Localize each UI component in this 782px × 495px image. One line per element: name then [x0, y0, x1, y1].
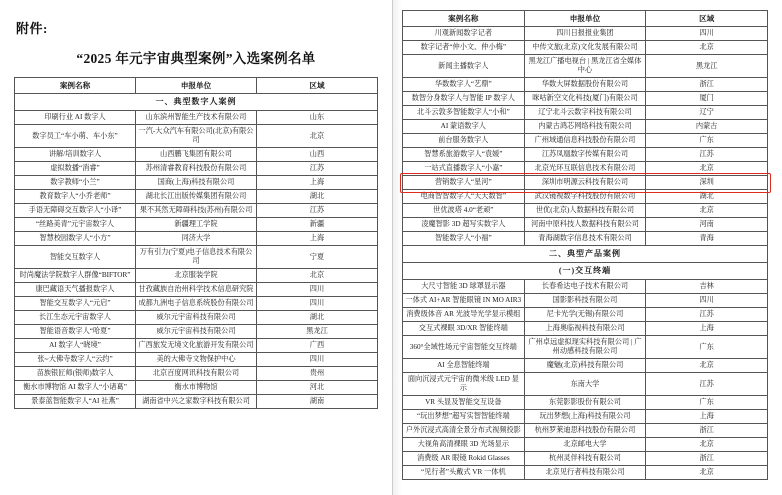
- cell-case-name: 虚拟数播“消睿”: [15, 162, 136, 176]
- cell-unit: 杭州罗莱迪思科技股份有限公司: [524, 424, 646, 438]
- table-row: [15, 246, 378, 269]
- cell-region: 北京: [646, 162, 768, 176]
- cell-region: 厦门: [646, 92, 768, 106]
- cell-unit: 广西旅发无境文化旅游开发有限公司: [136, 339, 257, 353]
- cell-case-name: “见行者”头戴式 VR 一体机: [403, 466, 525, 480]
- cell-case-name: 数字员工“车小萌、车小东”: [15, 125, 136, 148]
- table-row: [15, 176, 378, 190]
- cell-unit: 威尔元宇宙科技有限公司: [136, 325, 257, 339]
- cell-case-name: 川观新闻数字记者: [403, 27, 525, 41]
- cell-unit: 国影影科技有限公司: [524, 294, 646, 308]
- cell-region: 北京: [257, 269, 378, 283]
- cell-case-name: 讲解/培训数字人: [15, 148, 136, 162]
- table-row: [15, 232, 378, 246]
- cell-unit: 辽宁北斗云数字科技有限公司: [524, 106, 646, 120]
- cell-region: 四川: [646, 294, 768, 308]
- cell-region: 内蒙古: [646, 120, 768, 134]
- cell-case-name: 交互式裸眼 3D/XR 智能终端: [403, 322, 525, 336]
- cell-unit: 内蒙古鸿芯网络科技有限公司: [524, 120, 646, 134]
- cell-case-name: VR 头显及智能交互设备: [403, 396, 525, 410]
- cell-unit: 北京服装学院: [136, 269, 257, 283]
- cell-region: 北京: [646, 359, 768, 373]
- cell-unit: 山东滨州智能生产技术有限公司: [136, 111, 257, 125]
- cell-case-name: 消费级 AR 眼镜 Rokid Glasses: [403, 452, 525, 466]
- table-row: [15, 218, 378, 232]
- cell-case-name: AI 全息智能终端: [403, 359, 525, 373]
- table-row: [403, 359, 768, 373]
- cell-case-name: 衡水市博物馆 AI 数字人“小诸葛”: [15, 381, 136, 395]
- cell-case-name: 苗族银匠师(银师)数字人: [15, 367, 136, 381]
- table-row: [15, 162, 378, 176]
- cell-unit: 玩出梦想(上海)科技有限公司: [524, 410, 646, 424]
- table-row: [403, 148, 768, 162]
- cell-region: 四川: [257, 353, 378, 367]
- cell-unit: 魔魅(北京)科技有限公司: [524, 359, 646, 373]
- section-heading: (一)交互终端: [403, 263, 768, 280]
- cell-case-name: 一体式 AI+AR 智能眼镜 IN MO AIR3: [403, 294, 525, 308]
- cell-region: 北京: [646, 438, 768, 452]
- cell-region: 上海: [257, 232, 378, 246]
- table-row: [15, 148, 378, 162]
- cell-unit: 美的大佛寺文物保护中心: [136, 353, 257, 367]
- column-header-case-name: 案例名称: [15, 78, 136, 94]
- cell-region: 浙江: [646, 424, 768, 438]
- cell-region: 河北: [257, 381, 378, 395]
- cell-unit: 苏州清睿教育科技股份有限公司: [136, 162, 257, 176]
- table-row: [403, 410, 768, 424]
- cell-case-name: 消费级体音 AR 光波导光学显示模组: [403, 308, 525, 322]
- column-header-unit: 申报单位: [524, 11, 646, 27]
- cell-region: 北京: [646, 466, 768, 480]
- cell-case-name: 智能语音数字人“哈夏”: [15, 325, 136, 339]
- cell-case-name: 印刷行业 AI 数字人: [15, 111, 136, 125]
- cell-region: 四川: [257, 283, 378, 297]
- table-row: [15, 283, 378, 297]
- column-header-region: 区域: [257, 78, 378, 94]
- section-heading-row: [15, 94, 378, 111]
- table-row: [403, 322, 768, 336]
- cell-region: 河南: [646, 218, 768, 232]
- table-row: [403, 92, 768, 106]
- cell-region: 深圳: [646, 176, 768, 190]
- cell-case-name: 智能交互数字人“元启”: [15, 297, 136, 311]
- cell-unit: 新疆理工学院: [136, 218, 257, 232]
- cell-region: 江苏: [646, 148, 768, 162]
- cell-unit: 咪咕新空文化科技(厦门)有限公司: [524, 92, 646, 106]
- cell-unit: 山西鹏飞集团有限公司: [136, 148, 257, 162]
- cell-case-name: 数字教师“小兰”: [15, 176, 136, 190]
- table-row: [15, 381, 378, 395]
- cell-unit: 杭州灵伴科技有限公司: [524, 452, 646, 466]
- table-row: [403, 190, 768, 204]
- table-row: [15, 204, 378, 218]
- cell-unit: 湖南省中兴之家数字科技有限公司: [136, 395, 257, 409]
- cell-region: 湖北: [257, 311, 378, 325]
- cell-case-name: AI 数字人“晓境”: [15, 339, 136, 353]
- cell-case-name: 营销数字人“星河”: [403, 176, 525, 190]
- cell-region: 北京: [646, 204, 768, 218]
- table-row: [403, 424, 768, 438]
- cell-unit: 甘孜藏族自治州科学技术信息研究院: [136, 283, 257, 297]
- cell-unit: 成都九洲电子信息系统股份有限公司: [136, 297, 257, 311]
- table-row: [15, 339, 378, 353]
- table-row: [403, 438, 768, 452]
- cell-region: 黑龙江: [646, 55, 768, 78]
- cell-case-name: 电商智智数字人“天天数智”: [403, 190, 525, 204]
- cell-unit: 湖北长江出版传媒集团有限公司: [136, 190, 257, 204]
- table-row: [403, 78, 768, 92]
- right-column: [392, 0, 782, 495]
- cell-unit: 北京邮电大学: [524, 438, 646, 452]
- table-row: [403, 41, 768, 55]
- attachment-label: 附件:: [16, 21, 48, 36]
- cell-region: 广东: [646, 134, 768, 148]
- cell-region: 青海: [646, 232, 768, 246]
- table-header-row: [403, 11, 768, 27]
- cell-region: 江苏: [257, 162, 378, 176]
- cell-region: 浙江: [646, 452, 768, 466]
- column-header-region: 区域: [646, 11, 768, 27]
- cell-case-name: 智慧校园数字人“小方”: [15, 232, 136, 246]
- cell-unit: 深圳市明源云科技有限公司: [524, 176, 646, 190]
- cell-unit: 四川日报报业集团: [524, 27, 646, 41]
- cell-case-name: “丝路美青”元宇宙数字人: [15, 218, 136, 232]
- table-row: [403, 396, 768, 410]
- table-row: [403, 294, 768, 308]
- table-row: [403, 232, 768, 246]
- cell-case-name: 智慧系旅游数字人“袁媛”: [403, 148, 525, 162]
- left-table-body: [15, 94, 378, 409]
- table-row: [15, 367, 378, 381]
- cell-unit: 衡水市博物馆: [136, 381, 257, 395]
- table-row: [403, 162, 768, 176]
- cell-unit: 尼卡光学(无锡)有限公司: [524, 308, 646, 322]
- cell-unit: 广州卓远虚拟现实科技有限公司 | 广州动感科技有限公司: [524, 336, 646, 359]
- table-row: [403, 280, 768, 294]
- table-row: [403, 218, 768, 232]
- table-row: [403, 308, 768, 322]
- table-row: [403, 120, 768, 134]
- table-row: [403, 336, 768, 359]
- cell-region: 江苏: [646, 373, 768, 396]
- cell-unit: 江苏凤凰数字传媒有限公司: [524, 148, 646, 162]
- cell-case-name: 智能数字人“小福”: [403, 232, 525, 246]
- cell-unit: 威尔元宇宙科技有限公司: [136, 311, 257, 325]
- cell-unit: 中传文旅(北京)文化发展有限公司: [524, 41, 646, 55]
- left-table: [14, 77, 378, 409]
- section-heading-row: [403, 246, 768, 263]
- cell-unit: 果不其然无障碍科技(苏州)有限公司: [136, 204, 257, 218]
- cell-unit: 国商(上海)科技有限公司: [136, 176, 257, 190]
- table-row: [403, 204, 768, 218]
- cell-region: 辽宁: [646, 106, 768, 120]
- table-row: [15, 111, 378, 125]
- cell-case-name: 360°全域性场元宇宙智能交互终端: [403, 336, 525, 359]
- cell-region: 贵州: [257, 367, 378, 381]
- cell-case-name: 张؅大佛寺数字人“云约”: [15, 353, 136, 367]
- cell-region: 山东: [257, 111, 378, 125]
- cell-region: 四川: [646, 27, 768, 41]
- table-row: [403, 55, 768, 78]
- cell-unit: 武汉镜视数字科技股份有限公司: [524, 190, 646, 204]
- cell-case-name: 新闻主播数字人: [403, 55, 525, 78]
- cell-region: 广东: [646, 336, 768, 359]
- table-row: [15, 353, 378, 367]
- cell-region: 江苏: [646, 308, 768, 322]
- table-row: [403, 466, 768, 480]
- cell-case-name: 面向沉浸式元宇宙的微米级 LED 显示: [403, 373, 525, 396]
- cell-unit: 黑龙江广播电视台 | 黑龙江省全媒体中心: [524, 55, 646, 78]
- cell-case-name: 前台服务数字人: [403, 134, 525, 148]
- cell-unit: 河南中原科技人数据科技有限公司: [524, 218, 646, 232]
- page-title: “2025 年元宇宙典型案例”入选案例名单: [76, 51, 316, 66]
- cell-case-name: 智能交互数字人: [15, 246, 136, 269]
- cell-unit: 东南大学: [524, 373, 646, 396]
- cell-region: 浙江: [646, 78, 768, 92]
- cell-region: 湖南: [257, 395, 378, 409]
- cell-case-name: 一站式直播数字人“小嘉”: [403, 162, 525, 176]
- right-table-body: [403, 27, 768, 480]
- table-row: [15, 190, 378, 204]
- table-row: [15, 269, 378, 283]
- cell-case-name: “玩出梦想”超写实智智能终端: [403, 410, 525, 424]
- page-shadow: [392, 0, 402, 495]
- section-heading-row: [403, 263, 768, 280]
- cell-case-name: 数智分身数字人与智能 IP 数字人: [403, 92, 525, 106]
- cell-case-name: 长江生态元宇宙数字人: [15, 311, 136, 325]
- table-row: [15, 325, 378, 339]
- table-row: [403, 27, 768, 41]
- table-row: [15, 297, 378, 311]
- cell-unit: 北京百度网讯科技有限公司: [136, 367, 257, 381]
- table-row: [403, 373, 768, 396]
- cell-region: 上海: [257, 176, 378, 190]
- cell-region: 上海: [646, 322, 768, 336]
- column-header-unit: 申报单位: [136, 78, 257, 94]
- table-row-highlighted: [403, 176, 768, 190]
- cell-case-name: 世优波塔 4.0“老顽”: [403, 204, 525, 218]
- cell-unit: 上海奥临视科技有限公司: [524, 322, 646, 336]
- cell-case-name: 手语无障碍交互数字人“小译”: [15, 204, 136, 218]
- cell-region: 四川: [257, 297, 378, 311]
- cell-unit: 东莞影影股份有限公司: [524, 396, 646, 410]
- cell-region: 广东: [646, 396, 768, 410]
- table-row: [403, 452, 768, 466]
- cell-unit: 世优(北京)人数据科技有限公司: [524, 204, 646, 218]
- cell-case-name: 大视角高清裸眼 3D 光场显示: [403, 438, 525, 452]
- cell-case-name: 凌魔智影 3D 超写实数字人: [403, 218, 525, 232]
- cell-unit: 万有引力(宁夏)电子信息技术有限公司: [136, 246, 257, 269]
- cell-region: 湖北: [646, 190, 768, 204]
- cell-case-name: 康巴藏语天气播报数字人: [15, 283, 136, 297]
- section-heading: 二、典型产品案例: [403, 246, 768, 263]
- cell-case-name: 户外沉浸式高清全景分布式视频投影: [403, 424, 525, 438]
- cell-case-name: 教育数字人“小乔老师”: [15, 190, 136, 204]
- cell-case-name: 景泰蓝智能数字人“AI 社燕”: [15, 395, 136, 409]
- right-table: [402, 10, 768, 480]
- cell-region: 上海: [646, 410, 768, 424]
- section-heading: 一、典型数字人案例: [15, 94, 378, 111]
- cell-region: 吉林: [646, 280, 768, 294]
- cell-case-name: 北斗云敦多智能数字人“小和”: [403, 106, 525, 120]
- cell-case-name: 大尺寸智能 3D 球罩显示器: [403, 280, 525, 294]
- cell-region: 黑龙江: [257, 325, 378, 339]
- cell-region: 北京: [257, 125, 378, 148]
- cell-unit: 华数大屏数据股份有限公司: [524, 78, 646, 92]
- cell-region: 北京: [646, 41, 768, 55]
- cell-case-name: 时尚魔法学院数字人群像“BIFTOR”: [15, 269, 136, 283]
- table-row: [403, 134, 768, 148]
- cell-region: 山西: [257, 148, 378, 162]
- table-row: [15, 125, 378, 148]
- table-row: [15, 311, 378, 325]
- cell-unit: 北京见行者科技有限公司: [524, 466, 646, 480]
- cell-unit: 长春希达电子技术有限公司: [524, 280, 646, 294]
- cell-unit: 同济大学: [136, 232, 257, 246]
- cell-case-name: AI 蒙语数字人: [403, 120, 525, 134]
- cell-unit: 青海湖数字信息技术有限公司: [524, 232, 646, 246]
- cell-case-name: 华数数字人“艺鼎”: [403, 78, 525, 92]
- cell-unit: 广州域通信息科技股份有限公司: [524, 134, 646, 148]
- table-row: [15, 395, 378, 409]
- cell-region: 宁夏: [257, 246, 378, 269]
- column-header-case-name: 案例名称: [403, 11, 525, 27]
- cell-region: 新疆: [257, 218, 378, 232]
- table-row: [403, 106, 768, 120]
- cell-unit: 北京光环互联信息技术有限公司: [524, 162, 646, 176]
- cell-case-name: 数字记者“仲小文、仲小梅”: [403, 41, 525, 55]
- cell-region: 湖北: [257, 190, 378, 204]
- cell-region: 江苏: [257, 204, 378, 218]
- cell-unit: 一汽-大众汽车有限公司(北京)有限公司: [136, 125, 257, 148]
- table-header-row: [15, 78, 378, 94]
- cell-region: 广西: [257, 339, 378, 353]
